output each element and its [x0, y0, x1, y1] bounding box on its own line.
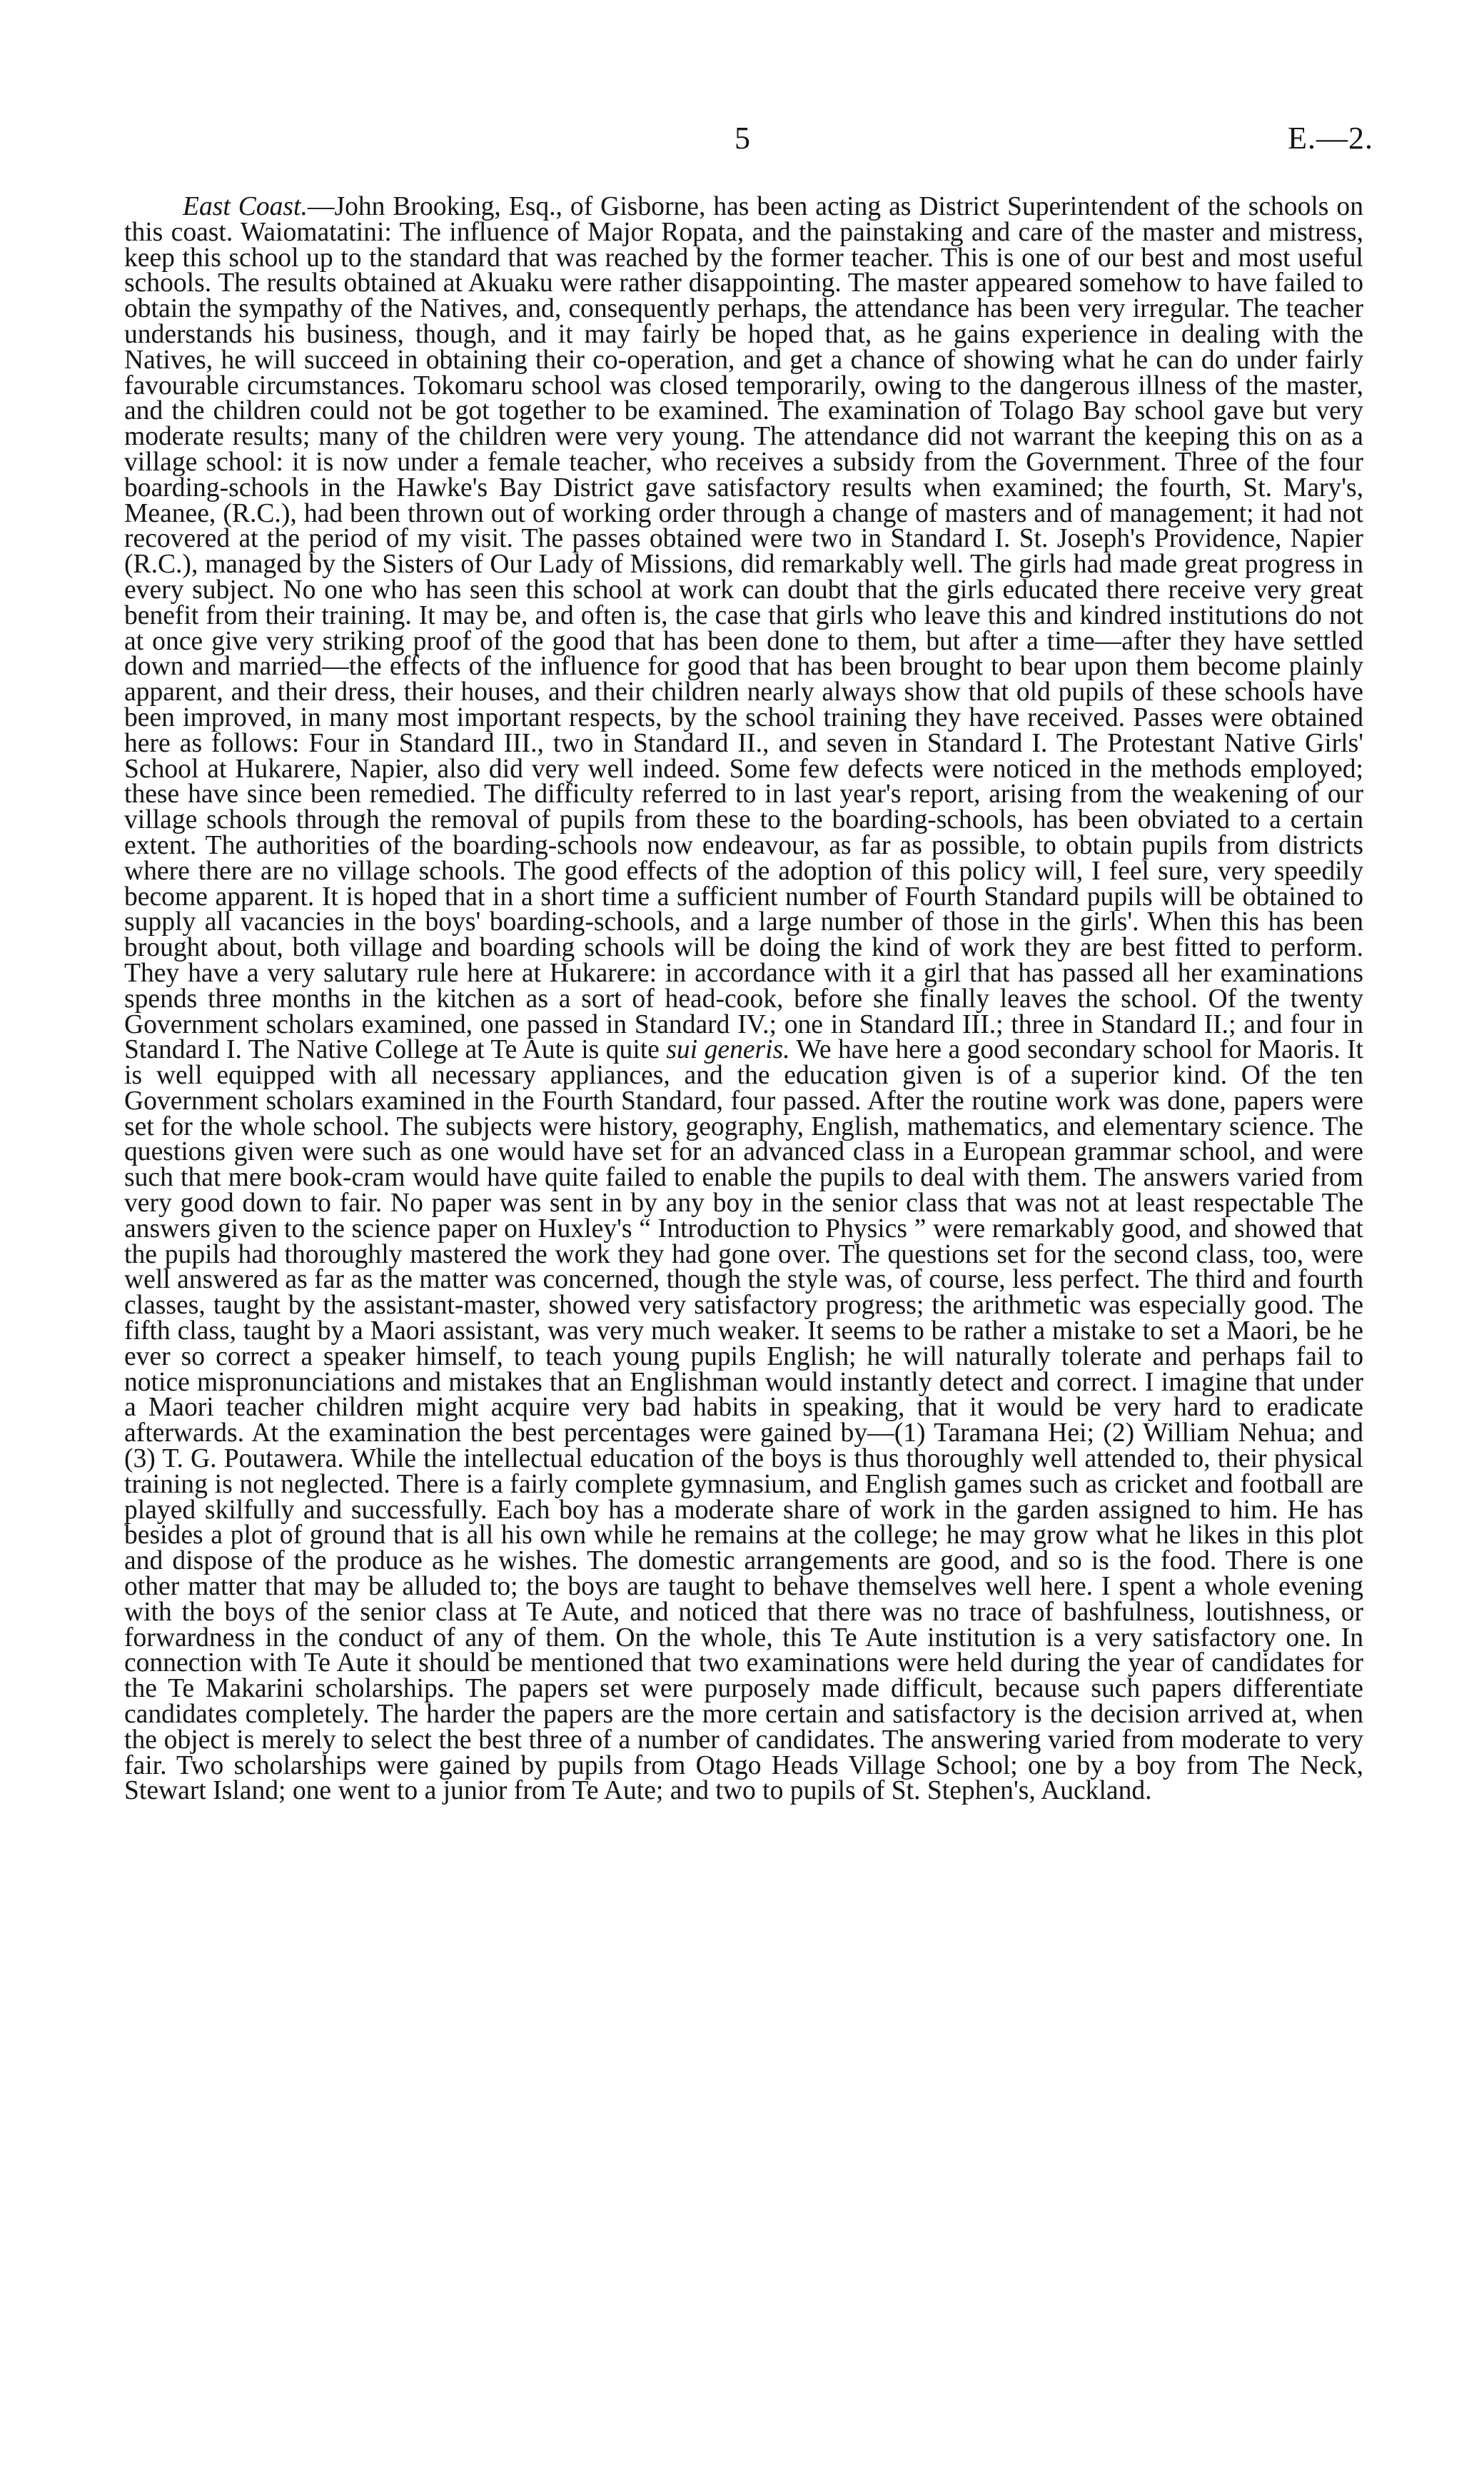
section-heading: East Coast. [183, 192, 308, 221]
page-number: 5 [735, 121, 750, 156]
document-reference: E.—2. [1288, 121, 1373, 156]
latin-phrase: sui generis. [666, 1035, 790, 1065]
body-paragraph [124, 194, 1363, 1804]
paragraph-text-part2: We have here a good secondary school for Maoris. It is well equipped with all necessary appliances, and the education given is of a superior kind. Of the ten Government scholars examined in the Fourth Standard, four passed. After the routine work was done, papers were set for the whole school. The subjects were history, geography, English, mathematics, and elementary science. The questions given were such as one would have set for an advanced class in a European grammar school, and were such that mere book-cram would have quite failed to enable the pupils to deal with them. The answers varied from very good down to fair. No paper was sent in by any boy in the senior class that was not at least respectable The answers given to the science paper on Huxley's “ Introduction to Physics ” were remarkably good, and showed that the pupils had thoroughly mastered the work they had gone over. The questions set for the second class, too, were well answered as far as the matter was concerned, though the style was, of course, less perfect. The third and fourth classes, taught by the assistant-master, showed very satisfactory progress; the arithmetic was especially good. The fifth class, taught by a Maori assistant, was very much weaker. It seems to be rather a mistake to set a Maori, be he ever so correct a speaker himself, to teach young pupils English; he will naturally tolerate and perhaps fail to notice mispronunciations and mistakes that an Englishman would instantly detect and correct. I imagine that under a Maori teacher children might acquire very bad habits in speaking, that it would be very hard to eradicate afterwards. At the examination the best percentages were gained by—(1) Taramana Hei; (2) William Nehua; and (3) T. G. Poutawera. While the intellectual education of the boys is thus thoroughly well attended to, their physical training is not neglected. There is a fairly complete gymnasium, and English games such as cricket and football are played skilfully and successfully. Each boy has a moderate share of work in the garden assigned to him. He has besides a plot of ground that is all his own while he remains at the college; he may grow what he likes in this plot and dispose of the produce as he wishes. The domestic arrangements are good, and so is the food. There is one other matter that may be alluded to; the boys are taught to behave themselves well here. I spent a whole evening with the boys of the senior class at Te Aute, and noticed that there was no trace of bashfulness, loutishness, or forwardness in the conduct of any of them. On the whole, this Te Aute institution is a very satisfactory one. In connection with Te Aute it should be mentioned that two examinations were held during the year of candidates for the Te Makarini scholarships. The papers set were purposely made difficult, because such papers differentiate candidates completely. The harder the papers are the more certain and satisfactory is the decision arrived at, when the object is merely to select the best three of a number of candidates. The answering varied from moderate to very fair. Two scholarships were gained by pupils from Otago Heads Village School; one by a boy from The Neck, Stewart Island; one went to a junior from Te Aute; and two to pupils of St. Stephen's, Auckland. [124, 1035, 1363, 1806]
paragraph-text-part1: —John Brooking, Esq., of Gisborne, has been acting as District Superintendent of the schools on this coast. Waiomatatini: The influence of Major Ropata, and the painstaking and care of the master and mistress, keep this school up to the standard that was reached by the former teacher. This is one of our best and most useful schools. The results obtained at Akuaku were rather disappointing. The master appeared somehow to have failed to obtain the sympathy of the Natives, and, consequently perhaps, the attendance has been very irregular. The teacher understands his business, though, and it may fairly be hoped that, as he gains experience in dealing with the Natives, he will succeed in obtaining their co-operation, and get a chance of showing what he can do under fairly favourable circumstances. Tokomaru school was closed temporarily, owing to the dangerous illness of the master, and the children could not be got together to be examined. The examination of Tolago Bay school gave but very moderate results; many of the children were very young. The attendance did not warrant the keeping this on as a village school: it is now under a female teacher, who receives a subsidy from the Government. Three of the four boarding-schools in the Hawke's Bay District gave satisfactory results when examined; the fourth, St. Mary's, Meanee, (R.C.), had been thrown out of working order through a change of masters and of management; it had not recovered at the period of my visit. The passes obtained were two in Standard I. St. Joseph's Providence, Napier (R.C.), managed by the Sisters of Our Lady of Missions, did remarkably well. The girls had made great progress in every subject. No one who has seen this school at work can doubt that the girls educated there receive very great benefit from their training. It may be, and often is, the case that girls who leave this and kindred institutions do not at once give very striking proof of the good that has been done to them, but after a time—after they have settled down and married—the effects of the influence for good that has been brought to bear upon them become plainly apparent, and their dress, their houses, and their children nearly always show that old pupils of these schools have been improved, in many most important respects, by the school training they have received. Passes were obtained here as follows: Four in Standard III., two in Standard II., and seven in Standard I. The Protestant Native Girls' School at Hukarere, Napier, also did very well indeed. Some few defects were noticed in the methods employed; these have since been remedied. The difficulty referred to in last year's report, arising from the weakening of our village schools through the removal of pupils from these to the boarding-schools, has been obviated to a certain extent. The authorities of the boarding-schools now endeavour, as far as possible, to obtain pupils from districts where there are no village schools. The good effects of the adoption of this policy will, I feel sure, very speedily become apparent. It is hoped that in a short time a sufficient number of Fourth Standard pupils will be obtained to supply all vacancies in the boys' boarding-schools, and a large number of those in the girls'. When this has been brought about, both village and boarding schools will be doing the kind of work they are best fitted to perform. They have a very salutary rule here at Hukarere: in accordance with it a girl that has passed all her examinations spends three months in the kitchen as a sort of head-cook, before she finally leaves the school. Of the twenty Government scholars examined, one passed in Standard IV.; one in Standard III.; three in Standard II.; and four in Standard I. The Native College at Te Aute is quite [124, 192, 1363, 1065]
